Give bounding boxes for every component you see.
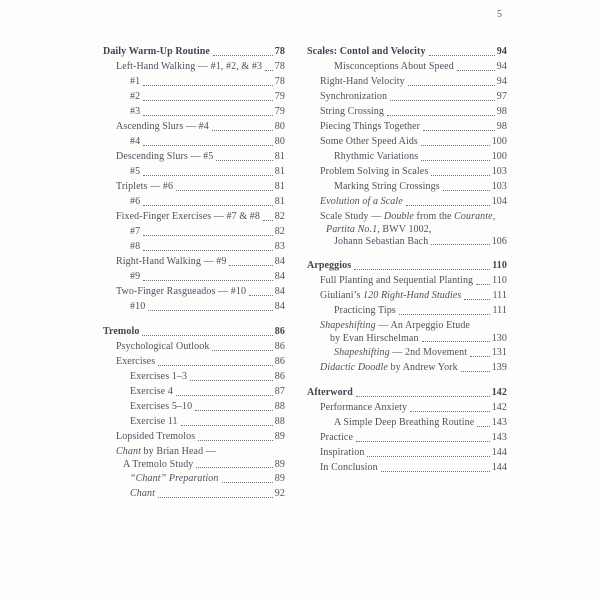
- toc-entry-line: [334, 345, 507, 360]
- toc-entry-line: [116, 119, 285, 134]
- toc-entry-line: [116, 284, 285, 299]
- toc-entry-line: [103, 324, 285, 339]
- toc-page-number: 94: [496, 46, 507, 57]
- toc-page-number: 78: [274, 61, 285, 72]
- toc-entry-line: [116, 254, 285, 269]
- toc-entry: [103, 164, 285, 179]
- toc-entry-line: [320, 236, 507, 248]
- toc-entry-line: [130, 369, 285, 384]
- toc-page-number: 92: [274, 488, 285, 499]
- toc-entry: [307, 445, 507, 460]
- toc-page-number: 98: [496, 121, 507, 132]
- toc-page-number: 87: [274, 386, 285, 397]
- toc-entry: [103, 254, 285, 269]
- toc-entry-label: Practicing Tips: [334, 305, 396, 316]
- toc-entry-line: [320, 288, 507, 303]
- toc-page-number: 78: [274, 76, 285, 87]
- toc-page-number: 89: [274, 459, 285, 470]
- dotted-leader: [461, 360, 490, 372]
- toc-page-number: 88: [274, 416, 285, 427]
- toc-entry-label: Johann Sebastian Bach: [334, 236, 429, 247]
- toc-entry-label: Exercise 4: [130, 386, 173, 397]
- toc-entry-label: by Evan Hirschelman: [330, 333, 419, 344]
- toc-entry-line: [320, 164, 507, 179]
- toc-page-number: 82: [274, 211, 285, 222]
- dotted-leader: [410, 400, 490, 412]
- toc-entry-line: [130, 194, 285, 209]
- toc-entry-label: #6: [130, 196, 141, 207]
- toc-entry-label: Triplets — #6: [116, 181, 174, 192]
- toc-entry-line: [307, 385, 507, 400]
- toc-entry-label: Scale Study — Double from the Courante,: [320, 211, 496, 222]
- toc-entry-line: [130, 239, 285, 254]
- toc-entry-line: [320, 445, 507, 460]
- toc-entry: [307, 164, 507, 179]
- toc-entry: [103, 339, 285, 354]
- toc-page-number: 94: [496, 61, 507, 72]
- toc-entry-line: [116, 59, 285, 74]
- toc-entry-label: Didactic Doodle by Andrew York: [320, 362, 458, 373]
- dotted-leader: [148, 299, 272, 311]
- toc-entry-line: [130, 89, 285, 104]
- toc-entry: [103, 429, 285, 444]
- toc-entry: [307, 258, 507, 273]
- toc-entry-label: Shapeshifting — 2nd Movement: [334, 347, 468, 358]
- toc-entry: [307, 104, 507, 119]
- toc-entry-line: [334, 415, 507, 430]
- toc-entry: [103, 134, 285, 149]
- toc-entry: [103, 74, 285, 89]
- dotted-leader: [143, 239, 273, 251]
- toc-entry: [307, 134, 507, 149]
- toc-entry-line: [320, 224, 507, 236]
- toc-entry-line: [116, 444, 285, 459]
- toc-page-number: 142: [491, 402, 507, 413]
- toc-entry-label: A Tremolo Study: [123, 459, 194, 470]
- toc-page-number: 79: [274, 106, 285, 117]
- toc-page-number: 84: [274, 301, 285, 312]
- dotted-leader: [406, 194, 490, 206]
- toc-entry: [307, 89, 507, 104]
- toc-entry-line: [130, 269, 285, 284]
- toc-entry-label: Problem Solving in Scales: [320, 166, 429, 177]
- toc-entry: [103, 179, 285, 194]
- dotted-leader: [143, 164, 273, 176]
- toc-page-number: 142: [491, 387, 507, 398]
- toc-page-number: 84: [274, 271, 285, 282]
- toc-page-number: 84: [274, 256, 285, 267]
- toc-entry-label: Shapeshifting — An Arpeggio Etude: [320, 320, 470, 331]
- dotted-leader: [431, 236, 489, 245]
- toc-entry: [103, 269, 285, 284]
- toc-page-number: 98: [496, 106, 507, 117]
- dotted-leader: [143, 104, 273, 116]
- toc-entry: [103, 299, 285, 314]
- toc-entry-line: [334, 59, 507, 74]
- toc-entry-label: Full Planting and Sequential Planting: [320, 275, 474, 286]
- toc-entry-label: Exercises 1–3: [130, 371, 188, 382]
- toc-entry-line: [320, 273, 507, 288]
- toc-page-number: 110: [492, 260, 507, 271]
- dotted-leader: [421, 134, 490, 146]
- dotted-leader: [181, 414, 273, 426]
- toc-entry-line: [130, 104, 285, 119]
- toc-entry-label: Descending Slurs — #5: [116, 151, 214, 162]
- toc-entry-label: Giuliani’s 120 Right-Hand Studies: [320, 290, 462, 301]
- toc-entry-line: [116, 459, 285, 471]
- toc-entry-line: [320, 119, 507, 134]
- dotted-leader: [457, 59, 495, 71]
- toc-entry-label: #2: [130, 91, 141, 102]
- toc-entry: [103, 209, 285, 224]
- toc-entry-label: Tremolo: [103, 326, 140, 337]
- toc-entry-label: Partita No.1, BWV 1002,: [326, 224, 432, 235]
- dotted-leader: [143, 134, 273, 146]
- dotted-leader: [212, 339, 272, 351]
- toc-page-number: 110: [492, 275, 507, 286]
- toc-entry-line: [320, 400, 507, 415]
- toc-entry: [103, 414, 285, 429]
- toc-entry-line: [130, 384, 285, 399]
- toc-page-number: 103: [491, 166, 507, 177]
- dotted-leader: [399, 303, 491, 315]
- dotted-leader: [356, 385, 490, 397]
- toc-entry-label: #10: [130, 301, 146, 312]
- toc-entry: [307, 149, 507, 164]
- toc-entry-label: Right-Hand Walking — #9: [116, 256, 227, 267]
- toc-entry-label: Exercise 11: [130, 416, 178, 427]
- toc-entry-label: #3: [130, 106, 141, 117]
- toc-page-number: 80: [274, 136, 285, 147]
- toc-entry-label: Some Other Speed Aids: [320, 136, 418, 147]
- dotted-leader: [249, 284, 273, 296]
- toc-entry-label: Practice: [320, 432, 354, 443]
- toc-entry-label: “Chant” Preparation: [130, 473, 219, 484]
- dotted-leader: [408, 74, 495, 86]
- toc-entry-label: #8: [130, 241, 141, 252]
- toc-entry: [307, 415, 507, 430]
- toc-page-number: 131: [491, 347, 507, 358]
- toc-entry: [307, 345, 507, 360]
- toc-entry: [307, 385, 507, 400]
- toc-entry-label: Chant: [130, 488, 155, 499]
- dotted-leader: [429, 44, 495, 56]
- dotted-leader: [421, 149, 489, 161]
- toc-entry: [307, 460, 507, 475]
- toc-entry: [103, 486, 285, 501]
- toc-entry-line: [320, 360, 507, 375]
- toc-page-number: 104: [491, 196, 507, 207]
- toc-entry-label: Piecing Things Together: [320, 121, 421, 132]
- toc-page-number: 84: [274, 286, 285, 297]
- toc-entry-line: [116, 209, 285, 224]
- toc-entry-line: [130, 471, 285, 486]
- toc-entry: [103, 44, 285, 59]
- toc-entry: [103, 104, 285, 119]
- toc-page-number: 111: [492, 290, 507, 301]
- toc-entry-line: [130, 299, 285, 314]
- toc-entry-line: [320, 194, 507, 209]
- toc-page-number: 86: [274, 326, 285, 337]
- toc-entry: [307, 194, 507, 209]
- toc-page-number: 81: [274, 166, 285, 177]
- toc-entry-line: [130, 224, 285, 239]
- toc-entry: [307, 400, 507, 415]
- dotted-leader: [195, 399, 273, 411]
- dotted-leader: [229, 254, 272, 266]
- toc-entry: [103, 284, 285, 299]
- toc-entry: [103, 324, 285, 339]
- toc-page-number: 130: [491, 333, 507, 344]
- toc-entry-line: [116, 339, 285, 354]
- toc-entry-line: [307, 258, 507, 273]
- toc-entry-label: Daily Warm-Up Routine: [103, 46, 210, 57]
- toc-entry: [307, 119, 507, 134]
- toc-entry-line: [307, 44, 507, 59]
- toc-entry-label: Scales: Contol and Velocity: [307, 46, 426, 57]
- dotted-leader: [423, 119, 495, 131]
- toc-entry-line: [320, 104, 507, 119]
- dotted-leader: [198, 429, 273, 441]
- toc-entry-label: Performance Anxiety: [320, 402, 408, 413]
- toc-entry: [307, 44, 507, 59]
- toc-entry-label: Fixed-Finger Exercises — #7 & #8: [116, 211, 261, 222]
- toc-entry-label: Ascending Slurs — #4: [116, 121, 209, 132]
- toc-entry-label: Arpeggios: [307, 260, 352, 271]
- toc-page-number: 111: [492, 305, 507, 316]
- toc-entry-label: Left-Hand Walking — #1, #2, & #3: [116, 61, 263, 72]
- toc-entry-line: [320, 209, 507, 224]
- dotted-leader: [212, 119, 273, 131]
- toc-entry-line: [103, 44, 285, 59]
- dotted-leader: [367, 445, 489, 457]
- toc-entry-line: [320, 460, 507, 475]
- dotted-leader: [196, 459, 272, 468]
- dotted-leader: [158, 486, 273, 498]
- toc-entry-label: #4: [130, 136, 141, 147]
- toc-entry-line: [130, 134, 285, 149]
- toc-entry: [103, 471, 285, 486]
- toc-entry-label: Exercises: [116, 356, 156, 367]
- dotted-leader: [190, 369, 273, 381]
- toc-entry-label: Inspiration: [320, 447, 365, 458]
- toc-page-number: 83: [274, 241, 285, 252]
- toc-page-number: 79: [274, 91, 285, 102]
- toc-entry: [103, 119, 285, 134]
- toc-entry-line: [320, 74, 507, 89]
- toc-entry: [307, 303, 507, 318]
- dotted-leader: [387, 104, 495, 116]
- toc-entry-label: #5: [130, 166, 141, 177]
- toc-entry-label: In Conclusion: [320, 462, 378, 473]
- dotted-leader: [431, 164, 489, 176]
- toc-page-number: 144: [491, 462, 507, 473]
- toc-entry-line: [334, 179, 507, 194]
- dotted-leader: [176, 179, 273, 191]
- toc-page-number: 106: [491, 236, 507, 247]
- toc-page-number: 86: [274, 341, 285, 352]
- toc-entry-line: [320, 318, 507, 333]
- toc-page-number: 100: [491, 151, 507, 162]
- dotted-leader: [213, 44, 273, 56]
- toc-entry: [103, 239, 285, 254]
- dotted-leader: [143, 89, 273, 101]
- toc-entry: [103, 444, 285, 471]
- toc-entry-label: Rhythmic Variations: [334, 151, 419, 162]
- toc-entry: [307, 360, 507, 375]
- toc-page-number: 81: [274, 196, 285, 207]
- toc-entry: [103, 369, 285, 384]
- toc-entry: [307, 179, 507, 194]
- toc-entry-line: [320, 430, 507, 445]
- toc-page-number: 88: [274, 401, 285, 412]
- dotted-leader: [263, 209, 273, 221]
- dotted-leader: [143, 224, 273, 236]
- toc-entry-line: [130, 74, 285, 89]
- dotted-leader: [158, 354, 273, 366]
- toc-entry: [307, 273, 507, 288]
- toc-page-number: 86: [274, 356, 285, 367]
- dotted-leader: [356, 430, 490, 442]
- dotted-leader: [265, 59, 273, 71]
- toc-page-number: 89: [274, 473, 285, 484]
- dotted-leader: [390, 89, 495, 101]
- toc-page-number: 100: [491, 136, 507, 147]
- dotted-leader: [381, 460, 490, 472]
- toc-entry-line: [130, 164, 285, 179]
- toc-entry-line: [116, 429, 285, 444]
- toc-entry: [103, 89, 285, 104]
- dotted-leader: [216, 149, 272, 161]
- toc-entry-line: [130, 486, 285, 501]
- toc-entry-line: [116, 179, 285, 194]
- toc-entry: [103, 384, 285, 399]
- toc-column-left: [103, 44, 285, 501]
- dotted-leader: [422, 333, 490, 342]
- toc-entry-label: String Crossing: [320, 106, 385, 117]
- toc-entry: [103, 59, 285, 74]
- toc-page-number: 82: [274, 226, 285, 237]
- toc-entry-line: [334, 149, 507, 164]
- toc-entry-line: [320, 333, 507, 345]
- dotted-leader: [176, 384, 273, 396]
- toc-entry: [103, 224, 285, 239]
- toc-entry-label: Two-Finger Rasgueados — #10: [116, 286, 247, 297]
- page-number-top: 5: [497, 9, 502, 20]
- toc-entry-label: Afterword: [307, 387, 353, 398]
- toc-entry: [307, 318, 507, 345]
- dotted-leader: [476, 273, 490, 285]
- dotted-leader: [354, 258, 490, 270]
- toc-entry: [103, 194, 285, 209]
- toc-entry: [307, 430, 507, 445]
- toc-entry-line: [130, 414, 285, 429]
- toc-page-number: 94: [496, 76, 507, 87]
- toc-entry-label: Evolution of a Scale: [320, 196, 403, 207]
- toc-entry: [307, 59, 507, 74]
- toc-entry-line: [320, 89, 507, 104]
- toc-entry: [307, 74, 507, 89]
- toc-entry-label: Chant by Brian Head —: [116, 446, 216, 457]
- toc-page-number: 143: [491, 432, 507, 443]
- toc-entry-label: Psychological Outlook: [116, 341, 210, 352]
- toc-entry: [307, 209, 507, 248]
- toc-entry-label: Misconceptions About Speed: [334, 61, 454, 72]
- toc-entry-line: [130, 399, 285, 414]
- toc-entry: [103, 399, 285, 414]
- toc-page-number: 97: [496, 91, 507, 102]
- toc-page-number: 86: [274, 371, 285, 382]
- toc-entry-label: Right-Hand Velocity: [320, 76, 405, 87]
- toc-entry-label: Exercises 5–10: [130, 401, 193, 412]
- toc-entry-line: [116, 149, 285, 164]
- toc-page-number: 78: [274, 46, 285, 57]
- dotted-leader: [443, 179, 490, 191]
- toc-page-number: 139: [491, 362, 507, 373]
- toc-entry-label: Synchronization: [320, 91, 388, 102]
- toc-page-number: 89: [274, 431, 285, 442]
- toc-entry-label: #9: [130, 271, 141, 282]
- toc-page-number: 80: [274, 121, 285, 132]
- toc-page-number: 144: [491, 447, 507, 458]
- toc-entry-label: #1: [130, 76, 141, 87]
- toc-entry-label: Marking String Crossings: [334, 181, 440, 192]
- toc-page-number: 81: [274, 181, 285, 192]
- toc-entry-line: [320, 134, 507, 149]
- toc-page-number: 143: [491, 417, 507, 428]
- dotted-leader: [143, 269, 273, 281]
- toc-entry-label: A Simple Deep Breathing Routine: [334, 417, 475, 428]
- toc-entry-label: #7: [130, 226, 141, 237]
- toc-page-number: 103: [491, 181, 507, 192]
- dotted-leader: [143, 194, 273, 206]
- toc-column-right: [307, 44, 507, 475]
- toc-entry: [307, 288, 507, 303]
- dotted-leader: [222, 471, 273, 483]
- toc-entry-line: [116, 354, 285, 369]
- dotted-leader: [477, 415, 489, 427]
- toc-entry-label: Lopsided Tremolos: [116, 431, 196, 442]
- toc-entry-line: [334, 303, 507, 318]
- toc-entry: [103, 354, 285, 369]
- dotted-leader: [142, 324, 272, 336]
- toc-page-number: 81: [274, 151, 285, 162]
- dotted-leader: [470, 345, 490, 357]
- dotted-leader: [143, 74, 273, 86]
- dotted-leader: [464, 288, 490, 300]
- toc-entry: [103, 149, 285, 164]
